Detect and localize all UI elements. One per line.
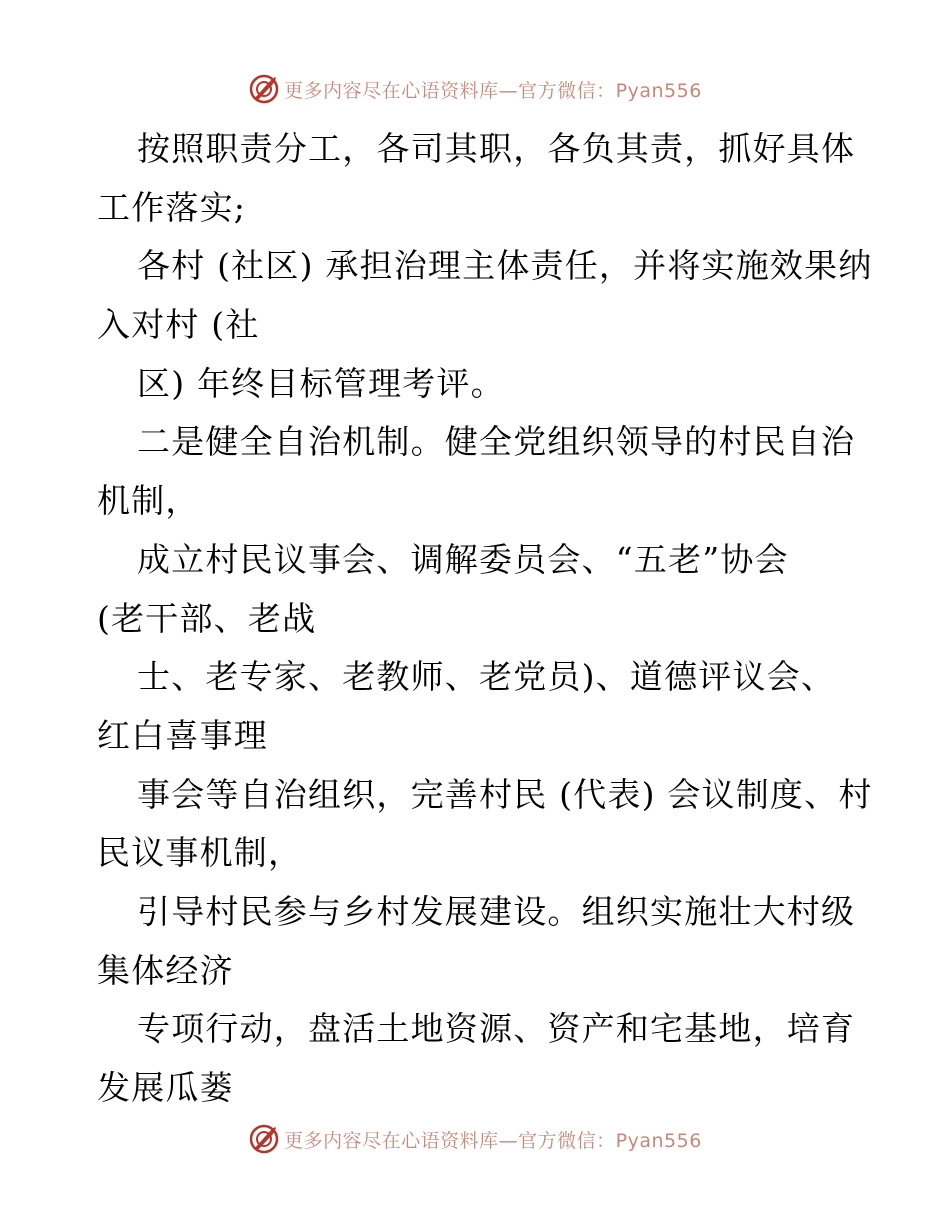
text-line: 按照职责分工，各司其职，各负其责，抓好具体 — [137, 129, 856, 168]
text-line: 士、老专家、老教师、老党员)、道德评议会、 — [137, 657, 836, 697]
text-line: (老干部、老战 — [97, 598, 317, 638]
header-banner-text: 更多内容尽在心语资料库—官方微信：Pyan556 — [284, 79, 702, 102]
brand-logo-icon — [248, 73, 280, 105]
text-line: 工作落实; — [97, 187, 247, 227]
text-line: 区) 年终目标管理考评。 — [137, 363, 505, 403]
brand-logo-icon — [248, 1123, 280, 1155]
text-line: 入对村 (社 — [97, 305, 260, 345]
header-banner — [0, 72, 950, 106]
text-line: 事会等自治组织，完善村民 (代表) 会议制度、村 — [137, 774, 873, 814]
text-line: 发展瓜蒌 — [97, 1068, 234, 1107]
text-line: 专项行动，盘活土地资源、资产和宅基地，培育 — [137, 1009, 856, 1049]
text-line: 二是健全自治机制。健全党组织领导的村民自治 — [137, 422, 856, 462]
text-line: 红白喜事理 — [97, 715, 268, 755]
document-body — [97, 120, 873, 1118]
footer-banner — [0, 1122, 950, 1156]
text-line: 集体经济 — [97, 950, 234, 990]
text-line: 民议事机制， — [97, 833, 303, 873]
footer-banner-text: 更多内容尽在心语资料库—官方微信：Pyan556 — [284, 1129, 702, 1152]
text-line: 机制， — [97, 481, 200, 521]
text-line: 成立村民议事会、调解委员会、“五老”协会 — [137, 539, 789, 579]
text-line: 引导村民参与乡村发展建设。组织实施壮大村级 — [137, 891, 856, 931]
text-line: 各村 (社区) 承担治理主体责任，并将实施效果纳 — [137, 246, 873, 286]
